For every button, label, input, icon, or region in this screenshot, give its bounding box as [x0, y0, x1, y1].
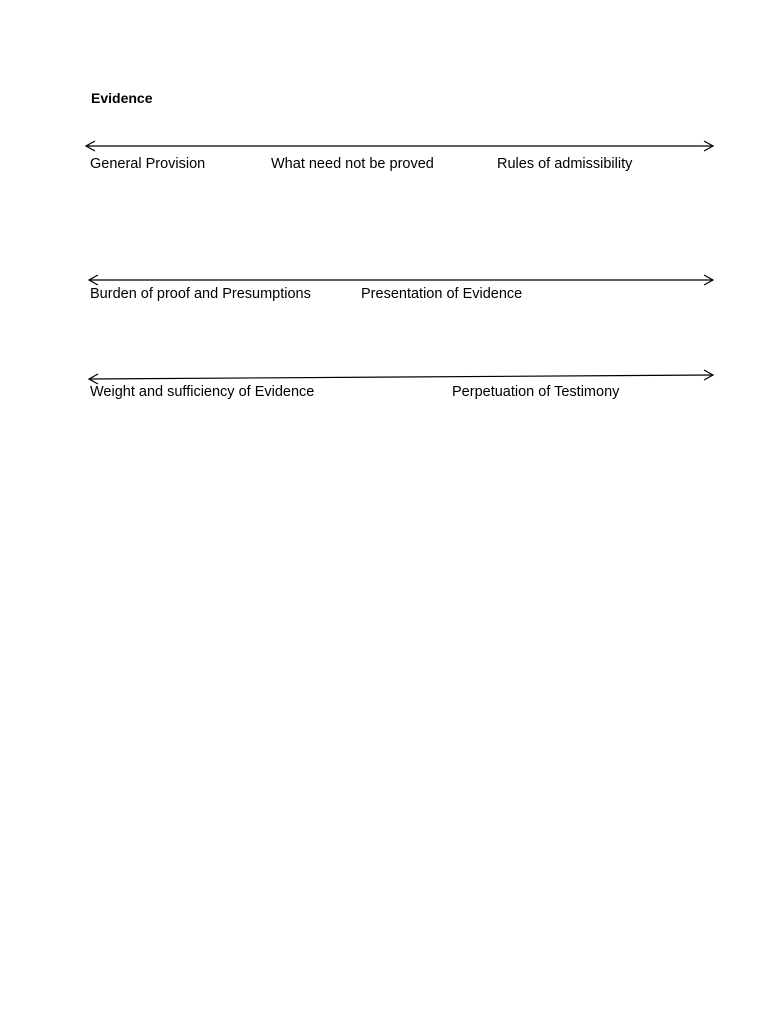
topic-burden-of-proof: Burden of proof and Presumptions — [90, 286, 311, 302]
topic-what-need-not-be-proved: What need not be proved — [271, 156, 434, 172]
topic-presentation-of-evidence: Presentation of Evidence — [361, 286, 523, 302]
topic-rules-of-admissibility: Rules of admissibility — [497, 156, 633, 172]
topic-general-provision: General Provision — [90, 156, 206, 172]
topic-perpetuation-of-testimony: Perpetuation of Testimony — [452, 384, 620, 400]
topic-weight-and-sufficiency: Weight and sufficiency of Evidence — [90, 384, 315, 400]
page-title: Evidence — [91, 90, 153, 106]
